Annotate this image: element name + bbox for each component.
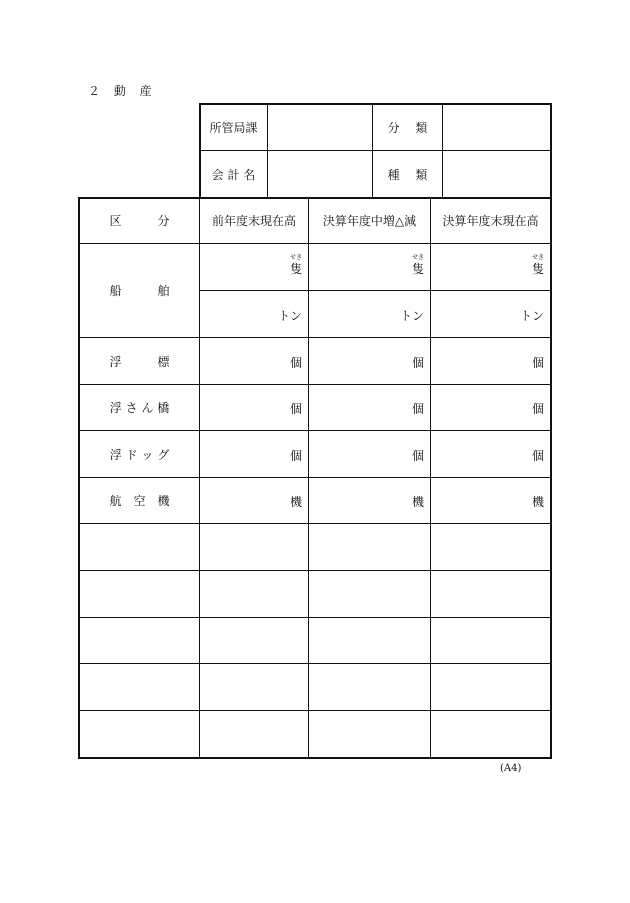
unit-ships-count: 隻: [411, 262, 424, 276]
top-field-type[interactable]: [443, 151, 550, 197]
top-field-account[interactable]: [268, 151, 372, 197]
unit-buoys: 個: [531, 356, 544, 370]
unit-ships-tons: トン: [399, 309, 424, 323]
unit-floating-pier: 個: [411, 402, 424, 416]
paper-size-note: (A4): [500, 763, 522, 774]
section-heading: ２ 動 産: [88, 84, 157, 98]
unit-aircraft: 機: [289, 495, 302, 509]
top-field-classification[interactable]: [443, 104, 550, 150]
col-header-year-end: 決算年度末現在高: [442, 214, 539, 228]
row-label-aircraft: 航 空 機: [109, 494, 170, 508]
empty-row[interactable]: [80, 711, 550, 757]
unit-ships-count: 隻: [531, 262, 544, 276]
unit-floating-pier: 個: [289, 402, 302, 416]
col-header-change: 決算年度中増△減: [322, 214, 417, 228]
unit-aircraft: 機: [411, 495, 424, 509]
col-header-category: 区 分: [109, 214, 170, 228]
row-label-floating-pier: 浮 さ ん 橋: [109, 401, 170, 415]
unit-buoys: 個: [289, 356, 302, 370]
ruby-seki: せき: [289, 254, 302, 261]
row-label-floating-dock: 浮 ド ッ グ: [109, 447, 170, 462]
row-label-ships: 船 舶: [109, 284, 170, 298]
empty-row[interactable]: [80, 618, 550, 663]
unit-ships-count: 隻: [289, 262, 302, 276]
top-label-dept: 所管局課: [209, 120, 258, 135]
top-label-account: 会 計 名: [211, 167, 256, 182]
unit-floating-dock: 個: [289, 449, 302, 463]
unit-floating-dock: 個: [531, 449, 544, 463]
ruby-seki: せき: [411, 254, 424, 261]
top-label-type: 種 類: [387, 167, 428, 182]
top-label-classification: 分 類: [387, 120, 428, 135]
top-field-dept[interactable]: [268, 104, 372, 150]
unit-floating-pier: 個: [531, 402, 544, 416]
ruby-seki: せき: [531, 254, 544, 261]
empty-row[interactable]: [80, 571, 550, 617]
unit-ships-tons: トン: [519, 309, 544, 323]
unit-aircraft: 機: [531, 495, 544, 509]
unit-ships-tons: トン: [277, 309, 302, 323]
col-header-prev-year-end: 前年度末現在高: [211, 214, 296, 228]
unit-buoys: 個: [411, 356, 424, 370]
row-label-buoys: 浮 標: [109, 354, 170, 369]
empty-row[interactable]: [80, 524, 550, 570]
unit-floating-dock: 個: [411, 449, 424, 463]
empty-row[interactable]: [80, 664, 550, 710]
